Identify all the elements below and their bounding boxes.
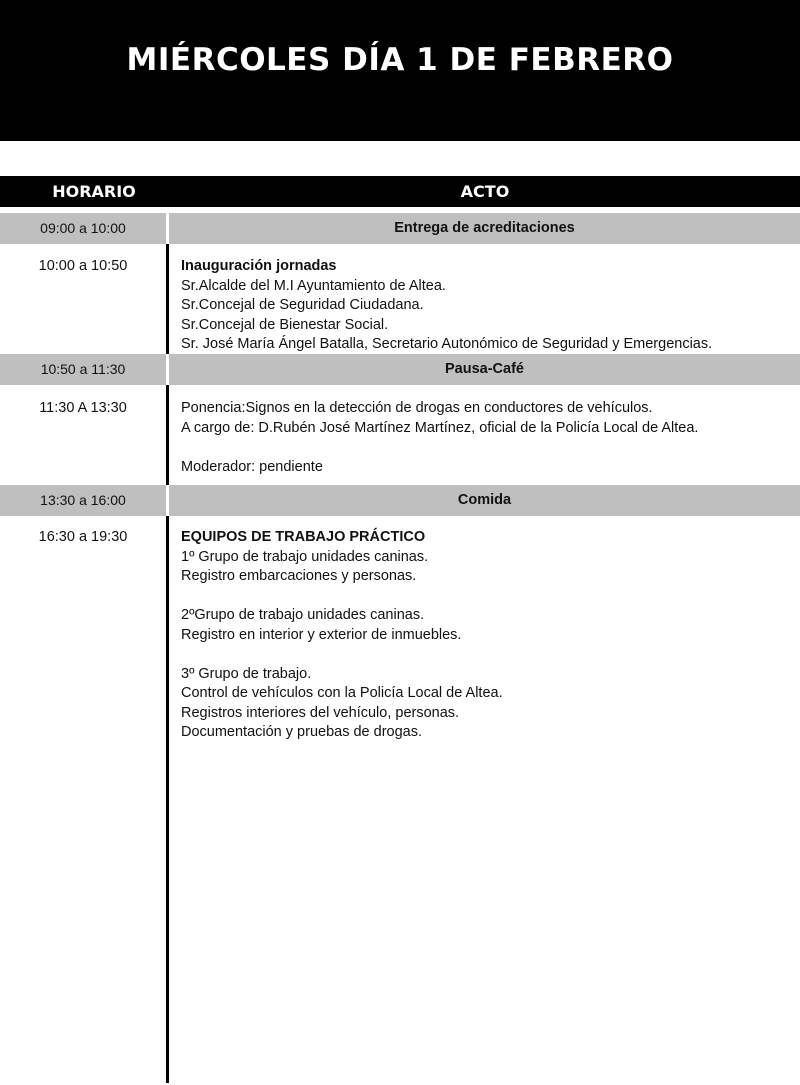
slot-time-equipos: 16:30 a 19:30	[38, 529, 128, 545]
slot-line: Registro en interior y exterior de inmuebles.	[181, 626, 462, 643]
page-title: MIÉRCOLES DÍA 1 DE FEBRERO	[126, 42, 674, 78]
row-time: 10:50 a 11:30	[40, 361, 126, 377]
schedule-row-comida	[0, 485, 800, 516]
slot-line: Moderador: pendiente	[181, 458, 323, 475]
slot-line: Sr.Alcalde del M.I Ayuntamiento de Altea.	[181, 277, 446, 294]
schedule-row-acreditaciones	[0, 213, 800, 244]
slot-body-ponencia	[181, 399, 791, 477]
row-time: 09:00 a 10:00	[40, 220, 126, 236]
slot-time-ponencia: 11:30 A 13:30	[39, 400, 127, 416]
column-header-horario: HORARIO	[52, 182, 136, 201]
slot-heading: EQUIPOS DE TRABAJO PRÁCTICO	[181, 529, 426, 545]
slot-line: Documentación y pruebas de drogas.	[181, 724, 423, 740]
column-header-acto: ACTO	[460, 182, 510, 201]
slot-line: A cargo de: D.Rubén José Martínez Martínez, oficial de la Policía Local de Altea.	[181, 419, 699, 436]
slot-line: Ponencia:Signos en la detección de drogas en conductores de vehículos.	[181, 400, 653, 416]
slot-line: 1º Grupo de trabajo unidades caninas.	[181, 548, 429, 565]
slot-line: Registro embarcaciones y personas.	[181, 568, 417, 584]
slot-line: 3º Grupo de trabajo.	[181, 665, 312, 682]
slot-line: Sr.Concejal de Seguridad Ciudadana.	[181, 297, 424, 313]
slot-heading: Inauguración jornadas	[181, 258, 337, 274]
slot-line	[181, 438, 791, 458]
slot-line: Registros interiores del vehículo, personas.	[181, 704, 460, 721]
row-title: Comida	[457, 492, 512, 508]
schedule-row-pausa-cafe	[0, 354, 800, 385]
column-divider	[166, 213, 169, 1083]
row-title: Pausa-Café	[445, 361, 524, 377]
row-title: Entrega de acreditaciones	[394, 220, 575, 236]
slot-line	[181, 587, 791, 607]
slot-body-equipos	[181, 528, 791, 743]
slot-line	[181, 645, 791, 665]
row-time: 13:30 a 16:00	[40, 492, 126, 508]
slot-line: Sr. José María Ángel Batalla, Secretario Autonómico de Seguridad y Emergencias.	[181, 336, 713, 352]
slot-body-inauguracion	[181, 257, 791, 355]
slot-line: 2ºGrupo de trabajo unidades caninas.	[181, 607, 425, 623]
slot-line: Control de vehículos con la Policía Local de Altea.	[181, 685, 503, 701]
slot-time-inauguracion: 10:00 a 10:50	[38, 258, 128, 274]
slot-line: Sr.Concejal de Bienestar Social.	[181, 316, 389, 333]
column-header-bar	[0, 176, 800, 207]
